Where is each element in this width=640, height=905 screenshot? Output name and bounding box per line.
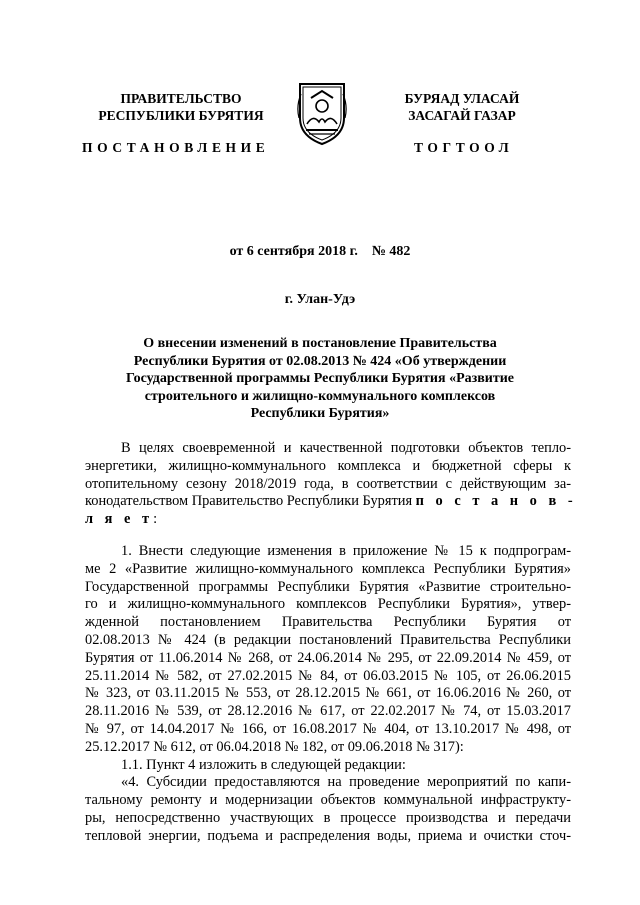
resolve-word-end: л я е т [85,511,154,528]
decree-type-bua: ТОГТООЛ [414,140,514,155]
body-line: 1.1. Пункт 4 изложить в следующей редакции: [121,756,406,773]
title-line: Республики Бурятия» [250,406,390,422]
body-line: 1. Внести следующие изменения в приложение № 15 к подпрограм- [121,542,571,559]
body-line: Бурятия от 11.06.2014 № 268, от 24.06.2014 № 295, от 22.09.2014 № 459, от [85,649,571,666]
issuer-name-ru [96,90,266,124]
issuer-line: РЕСПУБЛИКИ БУРЯТИЯ [98,108,264,123]
body-line: ме 2 «Развитие жилищно-коммунального комплекса Республики Бурятия» [85,560,571,577]
body-text: : [153,511,158,528]
body-line: энергетики, жилищно-коммунального комплекса и бюджетной сферы к [85,457,571,474]
body-line: Государственной программы Республики Бурятия «Развитие строительно- [85,578,571,595]
body-line: 25.11.2014 № 582, от 27.02.2015 № 84, от 06.03.2015 № 105, от 26.06.2015 [85,667,571,684]
body-line [85,511,571,529]
issuer-name-bua [382,90,542,124]
title-line: Республики Бурятия от 02.08.2013 № 424 «Об утверждении [133,353,507,369]
body-line: № 97, от 14.04.2017 № 166, от 16.08.2017 № 404, от 13.10.2017 № 498, от [85,720,571,737]
body-line: тальному ремонту и модернизации объектов коммунальной инфраструкту- [85,792,571,809]
issuer-line: БУРЯАД УЛАСАЙ [404,91,520,106]
decree-type-ru: ПОСТАНОВЛЕНИЕ [82,140,270,155]
body-text: конодательством Правительство Республики Бурятия [85,493,413,510]
body-line: 28.11.2016 № 539, от 28.12.2016 № 617, от 22.02.2017 № 74, от 15.03.2017 [85,703,571,720]
body-line: тепловой энергии, подъема и распределения воды, приема и очистки сточ- [85,827,571,844]
title-line: О внесении изменений в постановление Правительства [143,336,497,351]
body-line [85,493,577,511]
issuer-line: ЗАСАГАЙ ГАЗАР [408,108,516,123]
decree-date: от 6 сентября 2018 г. [229,244,358,259]
body-line: ры, непосредственно участвующих в процессе производства и передачи [85,809,571,826]
body-line: № 323, от 03.11.2015 № 553, от 28.12.2015 № 661, от 16.06.2016 № 260, от [85,685,571,702]
decree-body [85,440,577,846]
body-line: «4. Субсидии предоставляются на проведение мероприятий по капи- [121,774,571,791]
body-line: 25.12.2017 № 612, от 06.04.2018 № 182, от 09.06.2018 № 317): [85,738,464,755]
resolve-word: п о с т а н о в - [415,493,577,510]
decree-date-line [0,244,640,260]
coat-of-arms-icon [297,78,347,146]
decree-number: № 482 [371,244,411,259]
title-line: строительного и жилищно-коммунального комплексов [144,388,496,404]
body-line: В целях своевременной и качественной подготовки объектов тепло- [121,440,571,456]
body-line: го и жилищно-коммунального комплексов Республики Бурятия», утвер- [85,596,571,613]
issuer-line: ПРАВИТЕЛЬСТВО [120,91,242,106]
decree-title [96,335,544,423]
title-line: Государственной программы Республики Бурятия «Развитие [125,371,515,387]
decree-city: г. Улан-Удэ [284,292,356,307]
body-line: 02.08.2013 № 424 (в редакции постановлений Правительства Республики [85,631,571,648]
body-line: жденной постановлением Правительства Республики Бурятия от [85,614,571,631]
body-line: отопительному сезону 2018/2019 года, в соответствии с действующим за- [85,475,571,492]
